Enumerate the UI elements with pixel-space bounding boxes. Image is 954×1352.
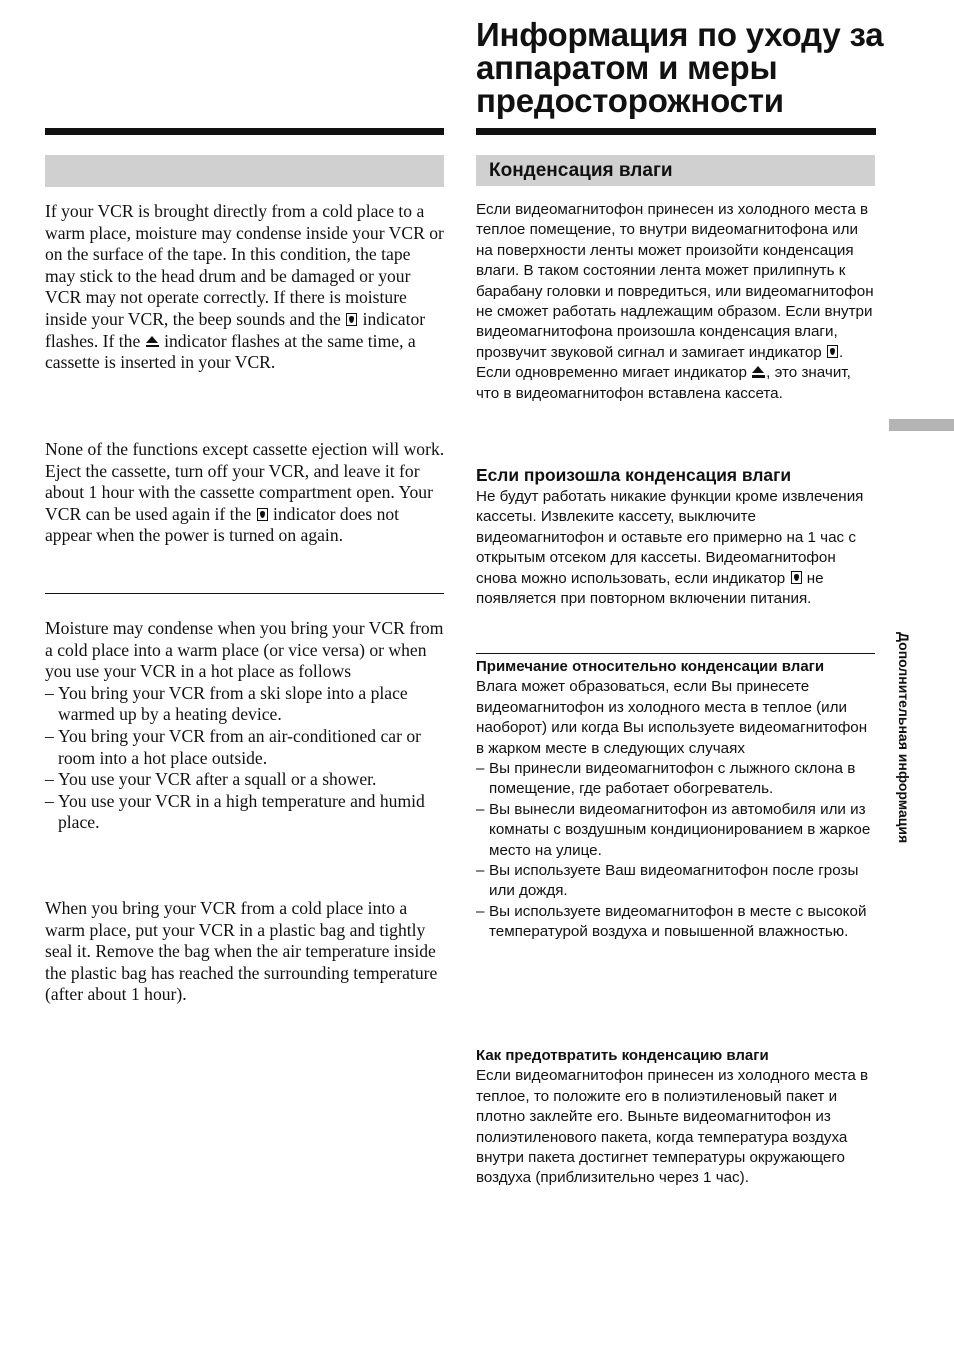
english-note-block [45, 618, 445, 834]
english-moisture-paragraph [45, 201, 445, 374]
moisture-indicator-icon [791, 571, 802, 584]
list-item: – Вы принесли видеомагнитофон с лыжного склона в помещение, где работает обогреватель. [476, 759, 876, 800]
page-title: Информация по уходу за аппаратом и меры предосторожности [476, 16, 884, 119]
note-heading: Примечание относительно конденсации влаги [476, 658, 825, 675]
moisture-indicator-icon [346, 313, 357, 326]
russian-header-rule [476, 128, 876, 135]
list-item: – Вы вынесли видеомагнитофон из автомобиля или из комнаты с воздушным кондиционированием в жаркое место на улице. [476, 800, 876, 861]
russian-moisture-text-1: Если видеомагнитофон принесен из холодного места в теплое помещение, то внутри видеомагнитофона или на поверхности ленты может произойти конденсация влаги. В таком состоянии лента может прилипнуть к барабану головки и повредиться, или видеомагнитофон не сможет работать надлежащим образом. Если внутри видеомагнитофона произошла конденсация влаги, прозвучит звуковой сигнал и замигает индикатор [476, 201, 874, 361]
side-section-label [896, 632, 912, 882]
russian-note-list [476, 759, 876, 943]
subheading-condensation-occurs: Если произошла конденсация влаги [476, 465, 792, 485]
russian-section-band [476, 155, 875, 186]
english-moisture-text-3: indicator flashes at the same time, a cassette is inserted in your VCR. [45, 330, 416, 373]
russian-occurs-text-2: не появляется при повторном включении питания. [476, 569, 824, 608]
russian-prevent-block [476, 1046, 876, 1189]
english-occurs-text-2: indicator does not appear when the power is turned on again. [45, 503, 400, 546]
list-item: – You bring your VCR from an air-conditioned car or room into a hot place outside. [45, 726, 445, 769]
list-item: – You use your VCR after a squall or a shower. [45, 769, 445, 791]
eject-indicator-icon [752, 366, 765, 378]
russian-note-intro: Влага может образоваться, если Вы принесете видеомагнитофон из холодного места в теплое (или наоборот) или когда Вы используете видеомагнитофон в жарком месте в следующих случаях [476, 678, 868, 757]
russian-note-rule [476, 653, 875, 654]
english-note-rule [45, 593, 444, 594]
english-moisture-text-2: indicator flashes. If the [45, 308, 426, 351]
list-item: – Вы используете видеомагнитофон в месте с высокой температурой воздуха и повышенной влажностью. [476, 902, 876, 943]
eject-indicator-icon [146, 336, 159, 348]
english-header-rule [45, 128, 444, 135]
list-item: – You bring your VCR from a ski slope into a place warmed up by a heating device. [45, 683, 445, 726]
moisture-indicator-icon [827, 345, 838, 358]
english-prevent-paragraph: When you bring your VCR from a cold place into a warm place, put your VCR in a plastic bag and tightly seal it. Remove the bag when the air temperature inside the plastic bag has reached the surrounding temperature (after about 1 hour). [45, 898, 438, 1005]
russian-occurs-text-1: Не будут работать никакие функции кроме извлечения кассеты. Извлеките кассету, выключите видеомагнитофон и оставьте его примерно на 1 час с открытым отсеком для кассеты. Видеомагнитофон снова можно использовать, если индикатор [476, 488, 864, 587]
section-heading: Конденсация влаги [489, 160, 673, 181]
russian-note-block [476, 657, 876, 943]
english-note-list [45, 683, 445, 834]
english-moisture-text-1: If your VCR is brought directly from a cold place to a warm place, moisture may condense inside your VCR or on the surface of the tape. In this condition, the tape may stick to the head drum and be damaged or your VCR may not operate correctly. If there is moisture inside your VCR, the beep sounds and the [45, 201, 444, 329]
english-occurs-text-1: None of the functions except cassette ejection will work. Eject the cassette, turn off your VCR, and leave it for about 1 hour with the cassette compartment open. Your VCR can be used again if the [45, 439, 445, 524]
english-section-band [45, 155, 444, 187]
russian-prevent-text: Если видеомагнитофон принесен из холодного места в теплое, то положите его в полиэтиленовый пакет и плотно заклейте его. Выньте видеомагнитофон из полиэтиленового пакета, когда температура воздуха внутри пакета достигнет температуры окружающего воздуха (приблизительно через 1 час). [476, 1067, 869, 1187]
russian-occurs-paragraph [476, 487, 876, 609]
russian-moisture-paragraph [476, 200, 876, 404]
moisture-indicator-icon [257, 508, 268, 521]
english-occurs-paragraph [45, 439, 445, 547]
list-item: – Вы используете Ваш видеомагнитофон после грозы или дождя. [476, 861, 876, 902]
prevent-heading: Как предотвратить конденсацию влаги [476, 1047, 769, 1064]
english-note-intro: Moisture may condense when you bring your VCR from a cold place into a warm place (or vice versa) or when you use your VCR in a hot place as follows [45, 618, 444, 682]
side-label-text: Дополнительная информация [896, 632, 912, 844]
list-item: – You use your VCR in a high temperature and humid place. [45, 791, 445, 834]
russian-moisture-text-2: . Если одновременно мигает индикатор [476, 343, 844, 382]
russian-moisture-text-3: , это значит, что в видеомагнитофон вставлена кассета. [476, 364, 851, 402]
section-thumb-tab [889, 419, 954, 431]
